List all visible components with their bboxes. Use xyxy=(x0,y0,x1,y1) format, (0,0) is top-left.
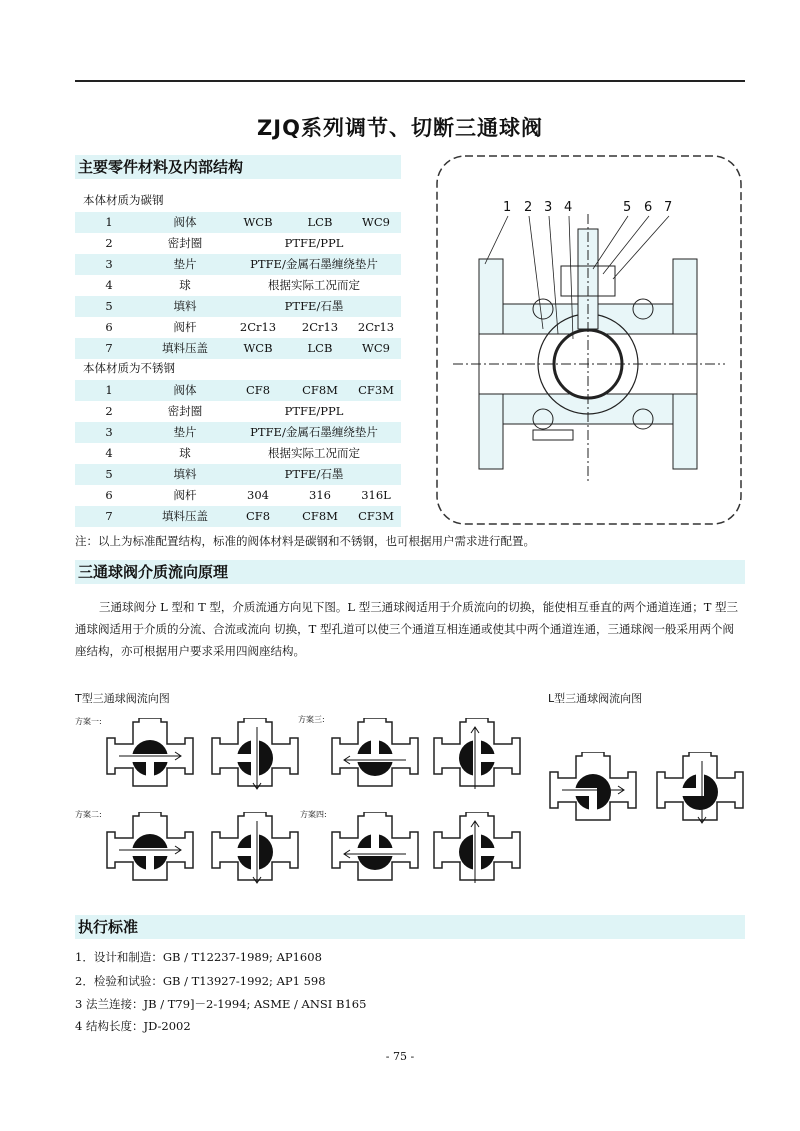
t-type-flow-diagram xyxy=(105,812,195,884)
callout-4: 4 xyxy=(564,200,573,215)
section-heading-materials: 主要零件材料及内部结构 xyxy=(75,155,401,179)
page-number: - 75 - xyxy=(385,1050,415,1063)
t-type-flow-diagram xyxy=(105,718,195,790)
flow-description: 三通球阀分 L 型和 T 型，介质流通方向见下图。L 型三通球阀适用于介质流向的切换，能使相互垂直的两个通道连通；T 型三通球阀适用于介质的分流、合流或流向 切换，T 型孔道可以使三个通道互相连通或使其中两个通道连通，三通球阀一般采用两个阀座结构，亦可根据用户要求采用四阀座结构。 xyxy=(75,600,739,658)
table-cell: 密封圈 xyxy=(167,404,203,418)
callout-2: 2 xyxy=(524,200,533,215)
table-cell: 密封圈 xyxy=(167,236,203,250)
table-cell: 2 xyxy=(105,404,113,418)
l-type-flow-diagram xyxy=(655,752,745,824)
table-cell: 316L xyxy=(361,488,391,502)
table-cell: 6 xyxy=(105,488,113,502)
table-cell: 2Cr13 xyxy=(239,320,277,334)
page-title: ZJQ系列调节、切断三通球阀 xyxy=(257,116,543,140)
table-row xyxy=(75,380,401,401)
table-cell: LCB xyxy=(307,215,333,229)
table-cell: PTFE/石墨 xyxy=(284,467,344,481)
section-heading-standards: 执行标准 xyxy=(75,915,745,939)
standard-item: 2．检验和试验：GB / T13927-1992; AP1 598 xyxy=(75,974,326,988)
table-cell: 阀体 xyxy=(173,215,197,229)
t-type-flow-diagram xyxy=(330,812,420,884)
table-row xyxy=(75,296,401,317)
leader-6 xyxy=(603,216,649,274)
table-cell: PTFE/石墨 xyxy=(284,299,344,313)
table-cell: PTFE/PPL xyxy=(284,236,344,250)
table-cell: 垫片 xyxy=(173,257,197,271)
table-cell: 球 xyxy=(179,278,191,292)
table-cell: 2Cr13 xyxy=(357,320,395,334)
table-cell: WC9 xyxy=(362,215,390,229)
table-row xyxy=(75,212,401,233)
table-row xyxy=(75,233,401,254)
table-cell: 垫片 xyxy=(173,425,197,439)
table-row xyxy=(75,401,401,422)
table-cell: PTFE/PPL xyxy=(284,404,344,418)
table-cell: 填料 xyxy=(173,299,197,313)
table-row xyxy=(75,485,401,506)
standard-item: 4 结构长度：JD-2002 xyxy=(75,1019,191,1033)
t-type-flow-diagram xyxy=(432,718,522,790)
callout-6: 6 xyxy=(644,200,653,215)
scheme-1-label: 方案一: xyxy=(75,717,102,726)
standard-item: 1．设计和制造：GB / T12237-1989; AP1608 xyxy=(75,950,322,964)
t-type-flow-diagram xyxy=(432,812,522,884)
table-cell: CF8M xyxy=(302,509,338,523)
valve-section-drawing xyxy=(433,154,745,530)
table-cell: 根据实际工况而定 xyxy=(268,446,360,460)
table-cell: 阀杆 xyxy=(173,488,197,502)
section-heading-flow: 三通球阀介质流向原理 xyxy=(75,560,745,584)
table-cell: 7 xyxy=(105,509,113,523)
t-type-title: T型三通球阀流向图 xyxy=(75,692,170,705)
scheme-2-label: 方案二: xyxy=(75,810,102,819)
table-cell: 5 xyxy=(105,467,113,481)
table-cell: 7 xyxy=(105,341,113,355)
callout-7: 7 xyxy=(664,200,673,215)
table-row xyxy=(75,506,401,527)
table-cell: 阀体 xyxy=(173,383,197,397)
table-cell: WC9 xyxy=(362,341,390,355)
table-cell: CF8M xyxy=(302,383,338,397)
table-row xyxy=(75,254,401,275)
scheme-3-label: 方案三: xyxy=(298,715,325,724)
table-cell: 1 xyxy=(105,383,113,397)
table-cell: 球 xyxy=(179,446,191,460)
table-cell: 2 xyxy=(105,236,113,250)
callout-3: 3 xyxy=(544,200,553,215)
t-type-flow-diagram xyxy=(210,718,300,790)
table-cell: 根据实际工况而定 xyxy=(268,278,360,292)
table-row xyxy=(75,317,401,338)
table-cell: WCB xyxy=(243,341,273,355)
scheme-4-label: 方案四: xyxy=(300,810,327,819)
table-cell: 4 xyxy=(105,278,113,292)
table-cell: CF8 xyxy=(245,509,271,523)
table-cell: 3 xyxy=(105,425,113,439)
config-note: 注：以上为标准配置结构，标准的阀体材料是碳钢和不锈钢，也可根据用户需求进行配置。 xyxy=(75,534,535,548)
table-row xyxy=(75,422,401,443)
callout-5: 5 xyxy=(623,200,632,215)
table-cell: CF8 xyxy=(245,383,271,397)
table-row xyxy=(75,275,401,296)
table-cell: 填料压盖 xyxy=(162,509,208,523)
table-row xyxy=(75,464,401,485)
carbon-steel-label: 本体材质为碳钢 xyxy=(83,193,164,207)
t-type-flow-diagram xyxy=(330,718,420,790)
table-row xyxy=(75,443,401,464)
table-cell: 阀杆 xyxy=(173,320,197,334)
table-cell: CF3M xyxy=(358,383,394,397)
callout-1: 1 xyxy=(503,200,512,215)
table-cell: 304 xyxy=(247,488,269,502)
table-cell: 316 xyxy=(309,488,331,502)
stainless-steel-label: 本体材质为不锈钢 xyxy=(83,361,175,375)
table-cell: 4 xyxy=(105,446,113,460)
table-cell: 2Cr13 xyxy=(301,320,339,334)
top-rule xyxy=(75,80,745,82)
table-cell: 5 xyxy=(105,299,113,313)
leader-1 xyxy=(485,216,508,264)
table-row xyxy=(75,338,401,359)
l-type-title: L型三通球阀流向图 xyxy=(548,692,643,705)
table-cell: 1 xyxy=(105,215,113,229)
table-cell: 6 xyxy=(105,320,113,334)
table-cell: WCB xyxy=(243,215,273,229)
l-type-flow-diagram xyxy=(548,752,638,824)
table-cell: PTFE/金属石墨缠绕垫片 xyxy=(250,257,378,271)
table-cell: PTFE/金属石墨缠绕垫片 xyxy=(250,425,378,439)
standard-item: 3 法兰连接：JB / T79]－2-1994; ASME / ANSI B165 xyxy=(75,997,367,1011)
t-type-flow-diagram xyxy=(210,812,300,884)
table-cell: CF3M xyxy=(358,509,394,523)
table-cell: 填料 xyxy=(173,467,197,481)
table-cell: 填料压盖 xyxy=(162,341,208,355)
table-cell: 3 xyxy=(105,257,113,271)
table-cell: LCB xyxy=(307,341,333,355)
bottom-bolt xyxy=(533,430,573,440)
